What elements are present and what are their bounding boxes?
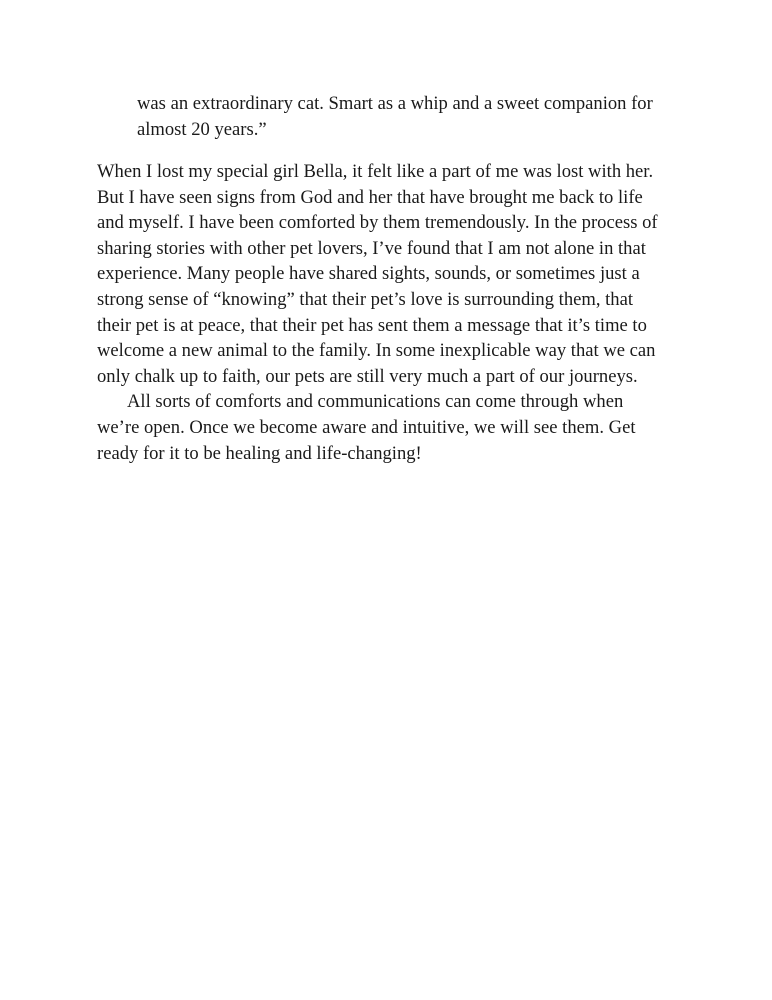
paragraph-line: we’re open. Once we become aware and intuitive, we will see them. Get [97, 416, 636, 438]
paragraph-2 [97, 389, 697, 466]
paragraph-line: welcome a new animal to the family. In some inexplicable way that we can [97, 340, 656, 362]
paragraph-1 [97, 159, 697, 389]
paragraph-line: ready for it to be healing and life-changing! [97, 442, 422, 464]
paragraph-line: their pet is at peace, that their pet has sent them a message that it’s time to [97, 314, 647, 336]
body-text [97, 159, 697, 466]
paragraph-line: experience. Many people have shared sights, sounds, or sometimes just a [97, 263, 640, 285]
paragraph-line: strong sense of “knowing” that their pet’s love is surrounding them, that [97, 288, 634, 310]
block-quote [137, 91, 697, 142]
paragraph-line: All sorts of comforts and communications can come through when [127, 391, 624, 413]
quote-line: was an extraordinary cat. Smart as a whip and a sweet companion for [137, 93, 653, 114]
paragraph-line: When I lost my special girl Bella, it felt like a part of me was lost with her. [97, 161, 654, 182]
paragraph-line: But I have seen signs from God and her that have brought me back to life [97, 186, 643, 208]
quote-line: almost 20 years.” [137, 118, 267, 140]
paragraph-line: sharing stories with other pet lovers, I’ve found that I am not alone in that [97, 237, 646, 259]
paragraph-line: only chalk up to faith, our pets are still very much a part of our journeys. [97, 365, 638, 387]
paragraph-line: and myself. I have been comforted by them tremendously. In the process of [97, 212, 658, 234]
